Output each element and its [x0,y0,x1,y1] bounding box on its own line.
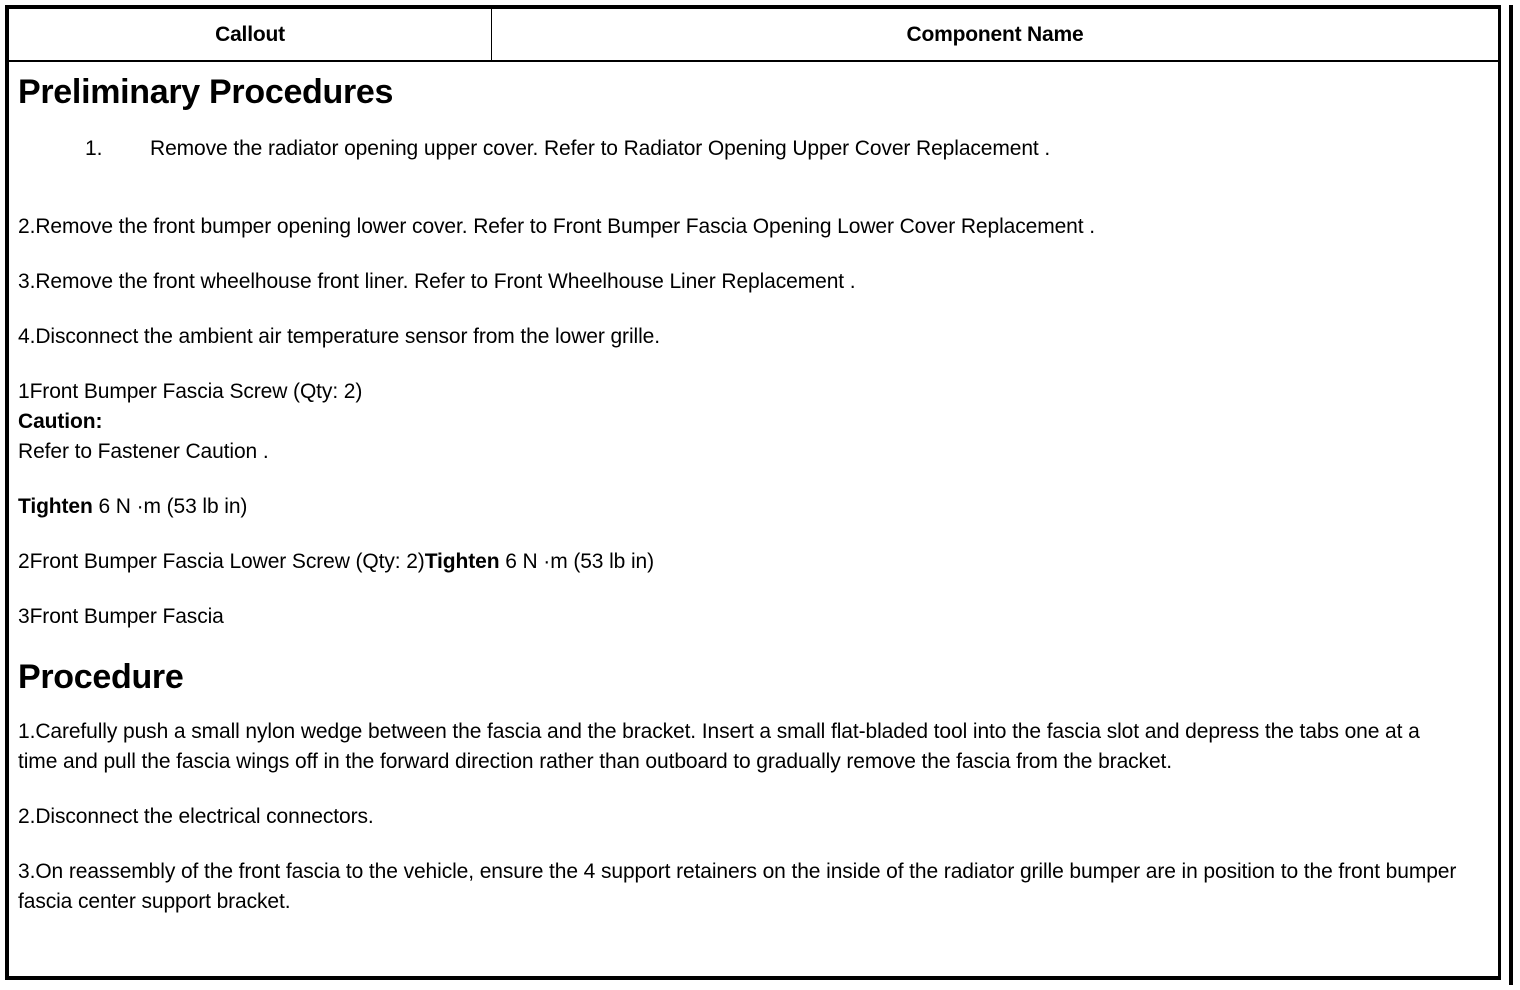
preliminary-procedures-title: Preliminary Procedures [18,73,394,111]
tighten-value: 6 N ·m (53 lb in) [92,495,248,518]
callout-name: 2Front Bumper Fascia Lower Screw (Qty: 2) [18,550,425,573]
step-number: 1. [85,137,103,160]
callout-name: 3Front Bumper Fascia [18,605,224,628]
step-text: Remove the radiator opening upper cover. Refer to Radiator Opening Upper Cover Replacement . [150,137,1051,160]
preliminary-step-3: 3.Remove the front wheelhouse front liner. Refer to Front Wheelhouse Liner Replacement . [18,270,856,293]
tighten-value: 6 N ·m (53 lb in) [499,550,655,573]
procedure-step-2: 2.Disconnect the electrical connectors. [18,805,374,828]
callout-item-3 [18,602,1482,632]
tighten-label: Tighten [18,495,93,518]
tighten-label: Tighten [424,550,500,573]
callout-item-2 [18,547,1482,577]
preliminary-step-1 [18,134,1482,164]
tighten-spec [18,492,1482,522]
callout-item-1 [18,377,1482,522]
table-header-row [9,9,1498,62]
preliminary-step-4: 4.Disconnect the ambient air temperature sensor from the lower grille. [18,325,660,348]
callout-name: 1Front Bumper Fascia Screw (Qty: 2) [18,380,363,403]
outer-border-right [1509,5,1513,985]
caution-label: Caution: [18,410,103,433]
caution-text: Refer to Fastener Caution . [18,440,269,463]
preliminary-step-2: 2.Remove the front bumper opening lower cover. Refer to Front Bumper Fascia Opening Lower Cover Replacement . [18,215,1095,238]
header-component-name: Component Name [906,22,1084,46]
procedure-step-3: 3.On reassembly of the front fascia to the vehicle, ensure the 4 support retainers on the inside of the radiator grille bumper are in position to the front bumper fascia center support bracket. [18,860,1457,913]
header-callout: Callout [9,9,492,60]
procedure-title: Procedure [18,658,184,696]
procedure-table [5,5,1501,980]
table-body [18,62,1482,917]
procedure-step-1: 1.Carefully push a small nylon wedge between the fascia and the bracket. Insert a small flat-bladed tool into the fascia slot and depress the tabs one at a time and pull the fascia wings off in the forward direction rather than outboard to gradually remove the fascia from the bracket. [18,720,1420,773]
